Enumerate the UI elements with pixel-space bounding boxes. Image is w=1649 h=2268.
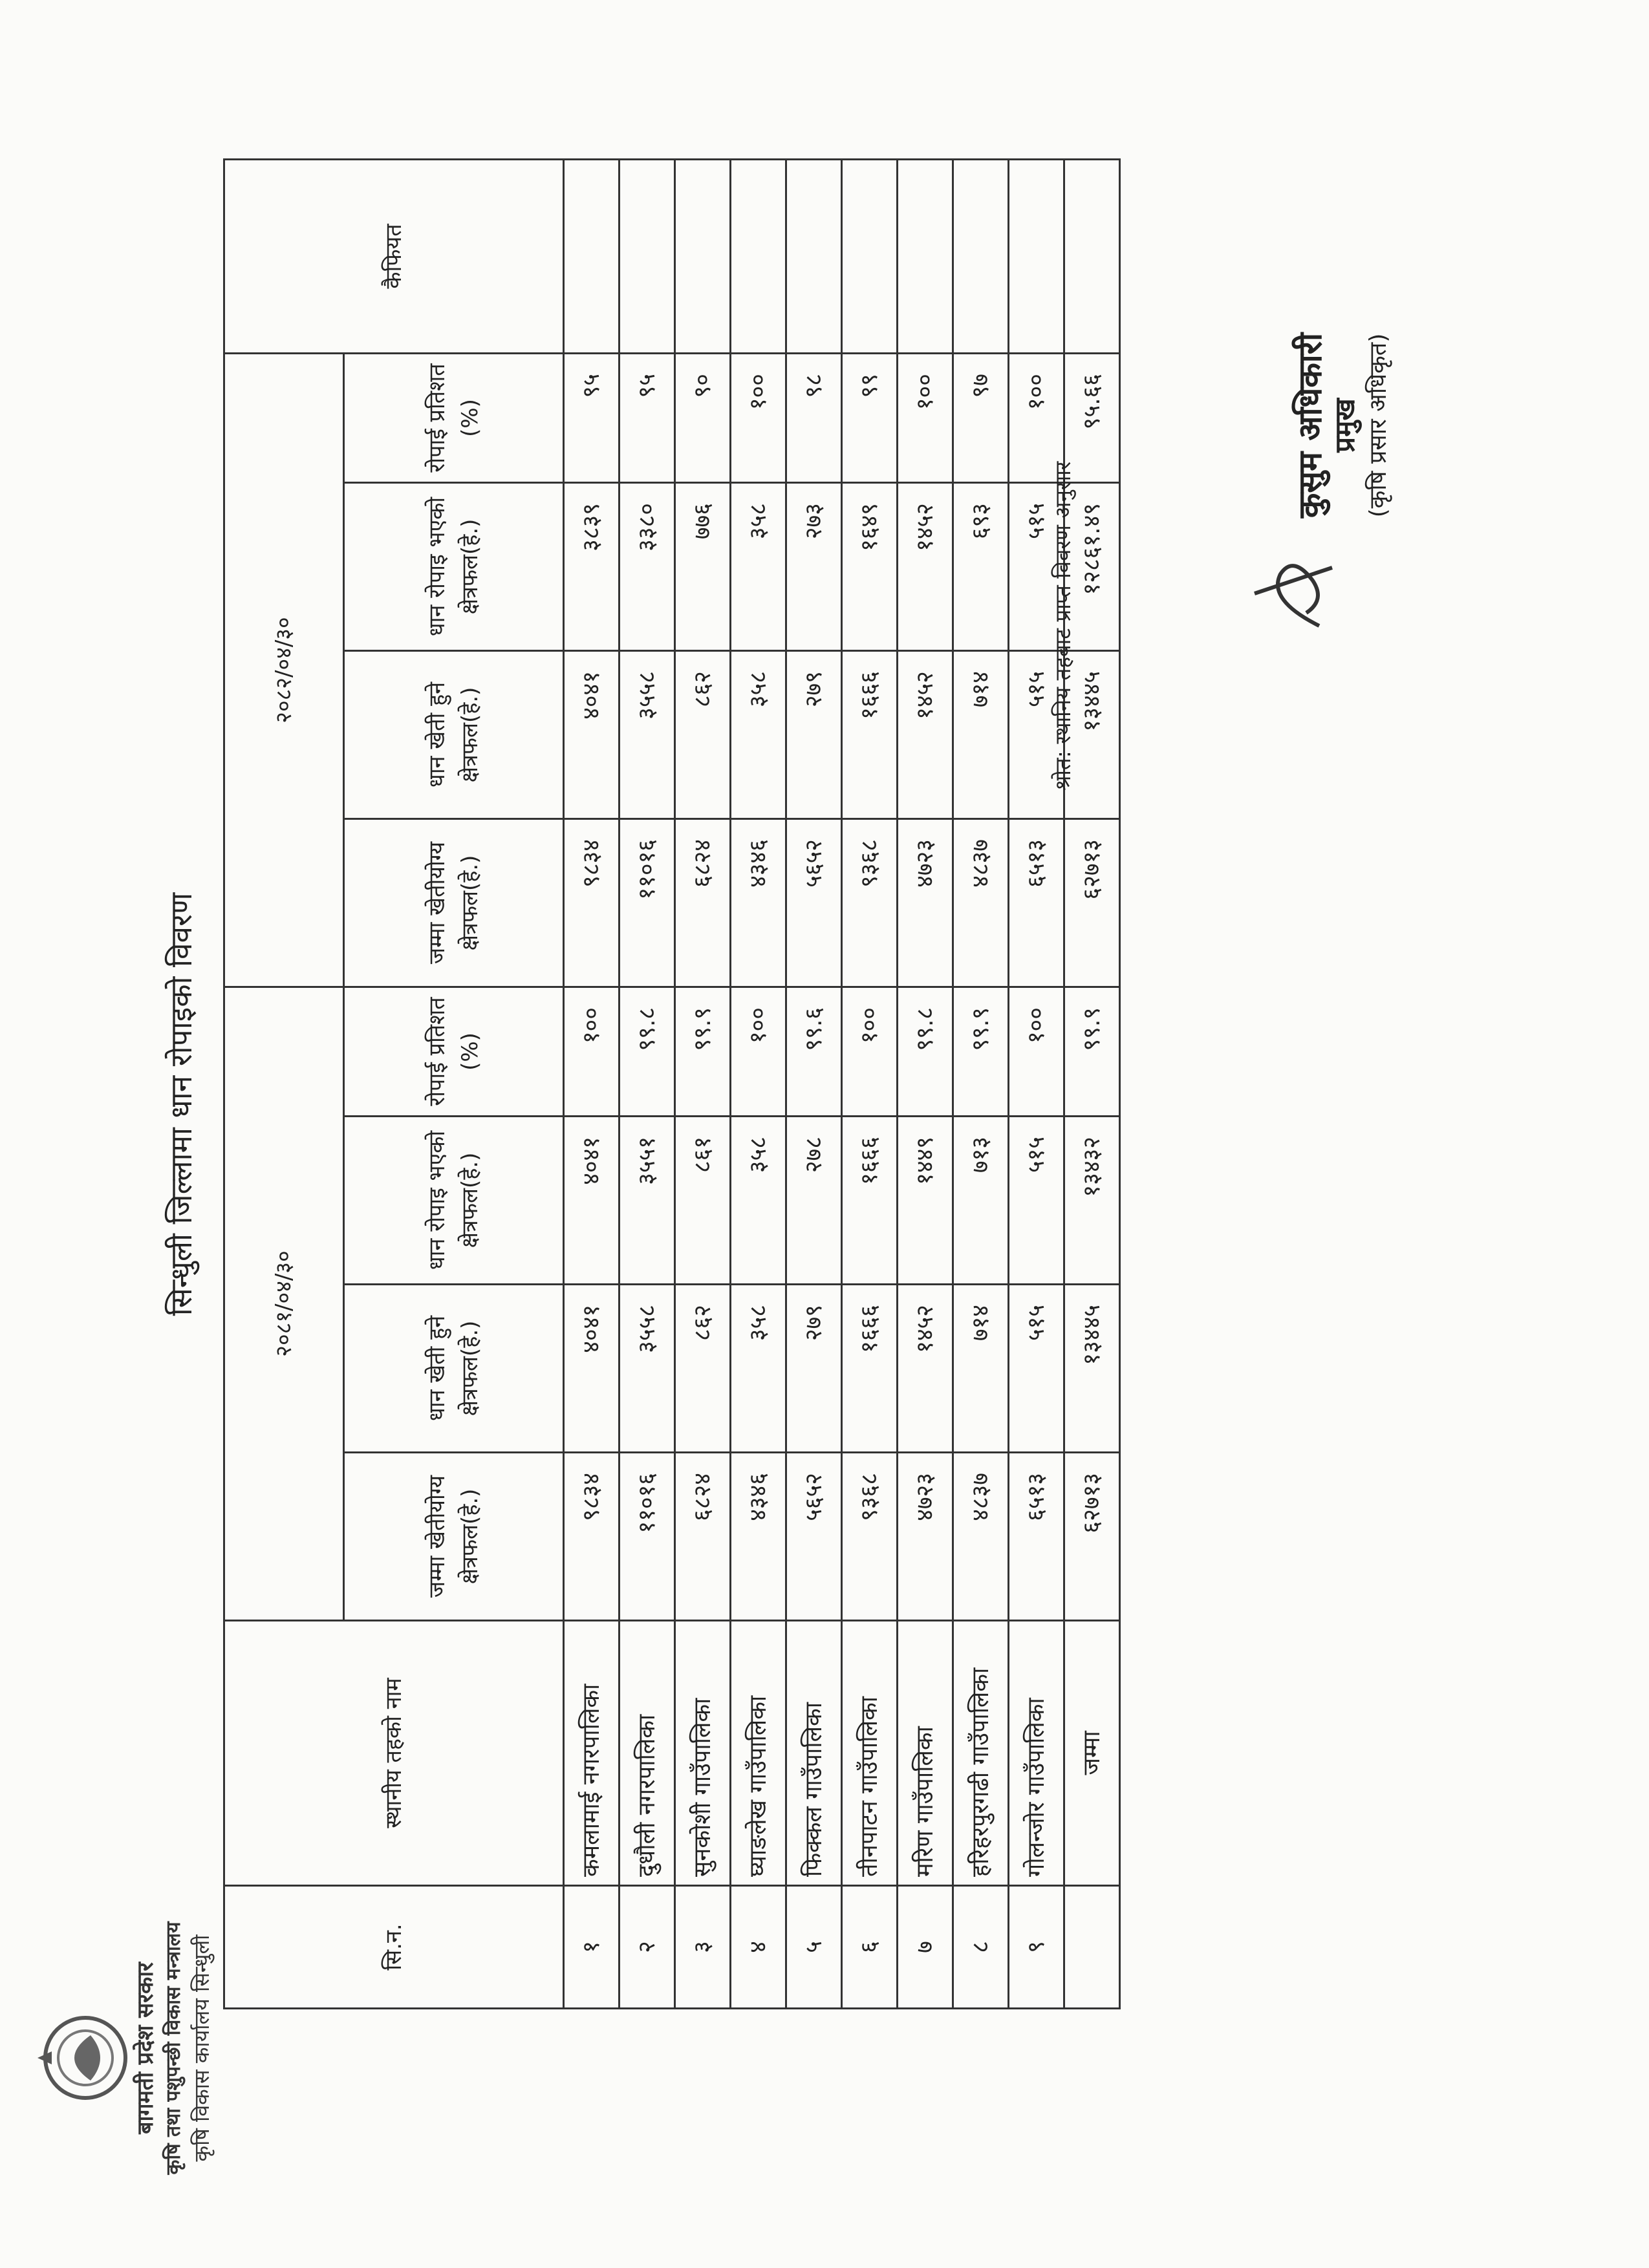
cell-local-level: सुनकोशी गाउँपालिका bbox=[675, 1621, 731, 1886]
signatory-title: प्रमुख bbox=[1329, 398, 1361, 453]
cell-period2-value: ९५ bbox=[620, 354, 675, 483]
cell-period2-value: ७७६ bbox=[675, 483, 731, 651]
table-body bbox=[564, 160, 1120, 2009]
cell-period1-value: ४३४६ bbox=[731, 1453, 786, 1621]
cell-period2-value: ३५५८ bbox=[620, 651, 675, 819]
cell-total-period1: १३४४५ bbox=[1064, 1285, 1120, 1453]
table-total-row bbox=[1064, 160, 1120, 2009]
cell-local-level: मरिण गाउँपालिका bbox=[898, 1621, 953, 1886]
cell-remarks bbox=[675, 160, 731, 354]
cell-total-period1: १३४३२ bbox=[1064, 1117, 1120, 1285]
government-emblem-icon bbox=[32, 1996, 136, 2119]
cell-period1-value: १४४९ bbox=[898, 1117, 953, 1285]
cell-period1-value: ७१३ bbox=[953, 1117, 1009, 1285]
cell-period2-value: ९८ bbox=[786, 354, 842, 483]
col-header-remarks: कैफियत bbox=[224, 160, 564, 354]
signatory-name: कुसुम अधिकारी bbox=[1291, 332, 1329, 519]
cell-local-level: तीनपाटन गाउँपालिका bbox=[842, 1621, 898, 1886]
sub-header-planted-area: धान रोपाइ भएको क्षेत्रफल(हे.) bbox=[344, 1117, 564, 1285]
cell-total-period2: १३४४५ bbox=[1064, 651, 1120, 819]
cell-period1-value: ९९.६ bbox=[786, 987, 842, 1117]
cell-period2-value: १४५२ bbox=[898, 651, 953, 819]
page-title: सिन्धुली जिल्लामा धान रोपाइको विवरण bbox=[164, 892, 199, 1316]
cell-remarks bbox=[898, 160, 953, 354]
cell-remarks bbox=[953, 160, 1009, 354]
table-row bbox=[731, 160, 786, 2009]
cell-local-level: घ्याङलेख गाउँपालिका bbox=[731, 1621, 786, 1886]
cell-period1-value: ९९.८ bbox=[898, 987, 953, 1117]
table-row bbox=[620, 160, 675, 2009]
cell-period1-value: १४५२ bbox=[898, 1285, 953, 1453]
logo-line-office: कृषि विकास कार्यालय सिन्धुली bbox=[189, 1934, 214, 2162]
cell-total-period1: ९९.९ bbox=[1064, 987, 1120, 1117]
table-row bbox=[953, 160, 1009, 2009]
cell-period2-value: ४०४१ bbox=[564, 651, 620, 819]
signatory-office: (कृषि प्रसार अधिकृत) bbox=[1365, 333, 1392, 518]
cell-period1-value: १०० bbox=[842, 987, 898, 1117]
cell-period2-value: १४५२ bbox=[898, 483, 953, 651]
cell-period1-value: ८६१ bbox=[675, 1117, 731, 1285]
cell-period2-value: ५६५२ bbox=[786, 819, 842, 987]
cell-period2-value: ८६२ bbox=[675, 651, 731, 819]
cell-period2-value: ४७२३ bbox=[898, 819, 953, 987]
cell-period1-value: ९९.९ bbox=[675, 987, 731, 1117]
cell-total-period2: ९५.६६ bbox=[1064, 354, 1120, 483]
paddy-plantation-table bbox=[223, 158, 1121, 2009]
cell-period2-value: ५१५ bbox=[1009, 483, 1064, 651]
cell-period2-value: २७९ bbox=[786, 651, 842, 819]
cell-period2-value: ९० bbox=[675, 354, 731, 483]
cell-total-period1: ६२७१३ bbox=[1064, 1453, 1120, 1621]
cell-period1-value: ९९.९ bbox=[953, 987, 1009, 1117]
cell-period1-value: ४७२३ bbox=[898, 1453, 953, 1621]
cell-period1-value: ६८२४ bbox=[675, 1453, 731, 1621]
table-row bbox=[1009, 160, 1064, 2009]
cell-sn: ९ bbox=[1009, 1886, 1064, 2009]
cell-remarks bbox=[1064, 160, 1120, 354]
cell-period1-value: ११०१६ bbox=[620, 1453, 675, 1621]
cell-local-level: कमलामाई नगरपालिका bbox=[564, 1621, 620, 1886]
cell-sn: ७ bbox=[898, 1886, 953, 2009]
cell-remarks bbox=[731, 160, 786, 354]
cell-local-level: गोलन्जोर गाउँपालिका bbox=[1009, 1621, 1064, 1886]
cell-period2-value: १०० bbox=[898, 354, 953, 483]
cell-period2-value: ७१४ bbox=[953, 651, 1009, 819]
cell-period1-value: ८६२ bbox=[675, 1285, 731, 1453]
cell-period2-value: ५१५ bbox=[1009, 651, 1064, 819]
cell-period2-value: ३५८ bbox=[731, 651, 786, 819]
cell-remarks bbox=[620, 160, 675, 354]
cell-sn: ३ bbox=[675, 1886, 731, 2009]
cell-period2-value: १६४९ bbox=[842, 483, 898, 651]
cell-period2-value: ९३६८ bbox=[842, 819, 898, 987]
cell-sn: ८ bbox=[953, 1886, 1009, 2009]
cell-remarks bbox=[564, 160, 620, 354]
sub-header-total-arable: जम्मा खेतीयोग्य क्षेत्रफल(हे.) bbox=[344, 1453, 564, 1621]
col-header-local-level: स्थानीय तहको नाम bbox=[224, 1621, 564, 1886]
cell-period1-value: ६५१३ bbox=[1009, 1453, 1064, 1621]
cell-period1-value: ९९.८ bbox=[620, 987, 675, 1117]
cell-period2-value: २७३ bbox=[786, 483, 842, 651]
sub-header-paddy-area: धान खेती हुने क्षेत्रफल(हे.) bbox=[344, 651, 564, 819]
cell-period1-value: ५१५ bbox=[1009, 1117, 1064, 1285]
cell-period2-value: १०० bbox=[731, 354, 786, 483]
cell-period1-value: १०० bbox=[564, 987, 620, 1117]
col-header-period-2081: २०८१/०४/३० bbox=[224, 987, 344, 1621]
cell-sn: २ bbox=[620, 1886, 675, 2009]
cell-period2-value: ११०१६ bbox=[620, 819, 675, 987]
cell-period1-value: २७८ bbox=[786, 1117, 842, 1285]
cell-period2-value: ९७ bbox=[953, 354, 1009, 483]
cell-total-period2: ६२७१३ bbox=[1064, 819, 1120, 987]
sub-header-plant-percent: रोपाई प्रतिशत (%) bbox=[344, 354, 564, 483]
table-row bbox=[786, 160, 842, 2009]
cell-local-level: दुधौली नगरपालिका bbox=[620, 1621, 675, 1886]
cell-period2-value: ९५ bbox=[564, 354, 620, 483]
col-header-period-2082: २०८२/०४/३० bbox=[224, 354, 344, 987]
cell-remarks bbox=[842, 160, 898, 354]
cell-period2-value: १६६६ bbox=[842, 651, 898, 819]
cell-period1-value: १६६६ bbox=[842, 1117, 898, 1285]
cell-period1-value: ५६५२ bbox=[786, 1453, 842, 1621]
cell-period1-value: ९३६८ bbox=[842, 1453, 898, 1621]
cell-sn: ६ bbox=[842, 1886, 898, 2009]
logo-line-province: बागमती प्रदेश सरकार bbox=[133, 1962, 158, 2134]
cell-period1-value: ३५५१ bbox=[620, 1117, 675, 1285]
cell-period1-value: १६६६ bbox=[842, 1285, 898, 1453]
cell-sn bbox=[1064, 1886, 1120, 2009]
cell-period2-value: ४३४६ bbox=[731, 819, 786, 987]
cell-period2-value: ९८३४ bbox=[564, 819, 620, 987]
office-logo bbox=[32, 1899, 239, 2197]
cell-remarks bbox=[786, 160, 842, 354]
cell-period1-value: ७१४ bbox=[953, 1285, 1009, 1453]
cell-remarks bbox=[1009, 160, 1064, 354]
cell-period1-value: १०० bbox=[1009, 987, 1064, 1117]
sub-header-total-arable: जम्मा खेतीयोग्य क्षेत्रफल(हे.) bbox=[344, 819, 564, 987]
cell-period1-value: ४०४१ bbox=[564, 1117, 620, 1285]
cell-sn: ४ bbox=[731, 1886, 786, 2009]
cell-period1-value: ३५८ bbox=[731, 1285, 786, 1453]
cell-period2-value: ३३८० bbox=[620, 483, 675, 651]
cell-total-period2: १२८६१.४९ bbox=[1064, 483, 1120, 651]
cell-period1-value: ३५८ bbox=[731, 1117, 786, 1285]
cell-period1-value: ४८३७ bbox=[953, 1453, 1009, 1621]
table-row bbox=[675, 160, 731, 2009]
cell-period1-value: ३५५८ bbox=[620, 1285, 675, 1453]
cell-period1-value: ५१५ bbox=[1009, 1285, 1064, 1453]
table-row bbox=[898, 160, 953, 2009]
cell-period2-value: ६५१३ bbox=[1009, 819, 1064, 987]
source-note: श्रोत: स्थानिय तहबाट प्राप्त विवरण अनुसार bbox=[1050, 461, 1075, 791]
col-header-sn: सि.न. bbox=[224, 1886, 564, 2009]
table-row bbox=[842, 160, 898, 2009]
cell-period2-value: ६९३ bbox=[953, 483, 1009, 651]
cell-period1-value: १०० bbox=[731, 987, 786, 1117]
cell-period2-value: ९९ bbox=[842, 354, 898, 483]
cell-period2-value: १०० bbox=[1009, 354, 1064, 483]
cell-total-label: जम्मा bbox=[1064, 1621, 1120, 1886]
logo-line-ministry: कृषि तथा पशुपन्छी विकास मन्त्रालय bbox=[162, 1921, 185, 2175]
cell-period2-value: ३५८ bbox=[731, 483, 786, 651]
cell-period2-value: ३८३९ bbox=[564, 483, 620, 651]
table-row bbox=[564, 160, 620, 2009]
sub-header-planted-area: धान रोपाइ भएको क्षेत्रफल(हे.) bbox=[344, 483, 564, 651]
cell-period1-value: ९८३४ bbox=[564, 1453, 620, 1621]
sub-header-paddy-area: धान खेती हुने क्षेत्रफल(हे.) bbox=[344, 1285, 564, 1453]
cell-period2-value: ६८२४ bbox=[675, 819, 731, 987]
cell-sn: १ bbox=[564, 1886, 620, 2009]
cell-local-level: फिक्कल गाउँपालिका bbox=[786, 1621, 842, 1886]
cell-period2-value: ४८३७ bbox=[953, 819, 1009, 987]
cell-sn: ५ bbox=[786, 1886, 842, 2009]
cell-period1-value: २७९ bbox=[786, 1285, 842, 1453]
sub-header-plant-percent: रोपाई प्रतिशत (%) bbox=[344, 987, 564, 1117]
cell-period1-value: ४०४१ bbox=[564, 1285, 620, 1453]
cell-local-level: हरिहरपुरगढी गाउँपालिका bbox=[953, 1621, 1009, 1886]
